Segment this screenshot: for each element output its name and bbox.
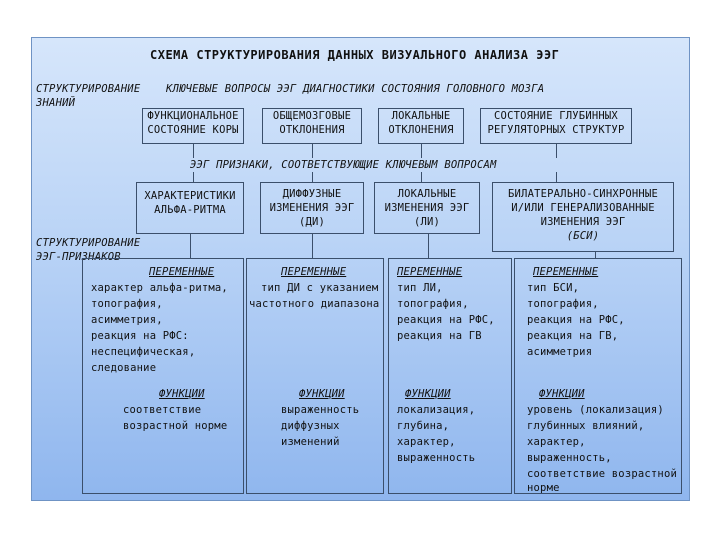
connector	[421, 144, 422, 158]
connector	[312, 144, 313, 158]
variables-heading: ПЕРЕМЕННЫЕ	[397, 266, 463, 278]
column-bilateral	[514, 258, 682, 494]
box-label: ОТКЛОНЕНИЯ	[388, 124, 454, 136]
connector	[312, 172, 313, 182]
box-label: (ДИ)	[298, 216, 326, 228]
box-label: ОТКЛОНЕНИЯ	[279, 124, 345, 136]
functions-heading: ФУНКЦИИ	[405, 388, 451, 400]
variable-item: частотного диапазона	[249, 298, 380, 310]
box-diffuse-changes	[260, 182, 364, 234]
box-label: СОСТОЯНИЕ ГЛУБИННЫХ	[494, 110, 618, 122]
connector	[556, 144, 557, 158]
function-item: соответствие возрастной	[527, 468, 677, 480]
box-label: ОБЩЕМОЗГОВЫЕ	[272, 110, 352, 122]
variable-item: характер альфа-ритма,	[91, 282, 228, 294]
variable-item: тип ЛИ,	[397, 282, 443, 294]
variable-item: реакция на РФС,	[527, 314, 625, 326]
variable-item: топография,	[91, 298, 163, 310]
box-label: ИЗМЕНЕНИЯ ЭЭГ	[269, 202, 355, 214]
box-label: И/ИЛИ ГЕНЕРАЛИЗОВАННЫЕ	[511, 202, 655, 214]
knowledge-structuring-label: СТРУКТУРИРОВАНИЕ	[36, 83, 141, 95]
box-label: РЕГУЛЯТОРНЫХ СТРУКТУР	[487, 124, 625, 136]
variables-heading: ПЕРЕМЕННЫЕ	[149, 266, 215, 278]
function-item: выраженность	[281, 404, 360, 416]
box-general-deviations	[262, 108, 362, 144]
box-local-changes	[374, 182, 480, 234]
eeg-signs-heading: ЭЭГ ПРИЗНАКИ, СООТВЕТСТВУЮЩИЕ КЛЮЧЕВЫМ ВОПРОСАМ	[190, 159, 497, 171]
variable-item: тип БСИ,	[527, 282, 580, 294]
box-label: ИЗМЕНЕНИЯ ЭЭГ	[384, 202, 470, 214]
column-diffuse	[246, 258, 384, 494]
connector	[428, 234, 429, 258]
connector	[193, 172, 194, 182]
function-item: норме	[527, 482, 560, 494]
variable-item: асимметрия,	[91, 314, 163, 326]
diagram-title: СХЕМА СТРУКТУРИРОВАНИЯ ДАННЫХ ВИЗУАЛЬНОГО АНАЛИЗА ЭЭГ	[150, 48, 560, 62]
function-item: изменений	[281, 436, 340, 448]
column-local	[388, 258, 512, 494]
box-label: АЛЬФА-РИТМА	[154, 204, 226, 216]
box-label: ДИФФУЗНЫЕ	[282, 188, 342, 200]
function-item: глубинных влияний,	[527, 420, 645, 432]
box-label: БИЛАТЕРАЛЬНО-СИНХРОННЫЕ	[508, 188, 658, 200]
connector	[421, 172, 422, 182]
box-label: ФУНКЦИОНАЛЬНОЕ	[147, 110, 239, 122]
signs-structuring-label-2: ЭЭГ-ПРИЗНАКОВ	[36, 251, 121, 263]
variable-item: неспецифическая,	[91, 346, 196, 358]
variable-item: реакция на РФС:	[91, 330, 189, 342]
box-local-deviations	[378, 108, 464, 144]
function-item: диффузных	[281, 420, 340, 432]
box-label: ХАРАКТЕРИСТИКИ	[144, 190, 236, 202]
box-bilateral-changes	[492, 182, 674, 252]
functions-heading: ФУНКЦИИ	[299, 388, 345, 400]
variables-heading: ПЕРЕМЕННЫЕ	[281, 266, 347, 278]
connector	[190, 234, 191, 258]
functions-heading: ФУНКЦИИ	[159, 388, 205, 400]
column-alpha	[82, 258, 244, 494]
function-item: характер,	[527, 436, 586, 448]
variable-item: реакция на ГВ,	[527, 330, 619, 342]
function-item: локализация,	[397, 404, 476, 416]
box-deep-structures	[480, 108, 632, 144]
variable-item: следование	[91, 362, 157, 374]
box-label: ЛОКАЛЬНЫЕ	[397, 188, 457, 200]
variable-item: реакция на ГВ	[397, 330, 482, 342]
variables-heading: ПЕРЕМЕННЫЕ	[533, 266, 599, 278]
signs-structuring-label: СТРУКТУРИРОВАНИЕ	[36, 237, 141, 249]
function-item: характер,	[397, 436, 456, 448]
key-questions-heading: КЛЮЧЕВЫЕ ВОПРОСЫ ЭЭГ ДИАГНОСТИКИ СОСТОЯНИЯ ГОЛОВНОГО МОЗГА	[166, 83, 545, 95]
connector	[193, 144, 194, 158]
function-item: возрастной норме	[123, 420, 228, 432]
connector	[556, 172, 557, 182]
connector	[312, 234, 313, 258]
function-item: соответствие	[123, 404, 202, 416]
knowledge-structuring-label-2: ЗНАНИЙ	[36, 97, 76, 109]
box-alpha-rhythm	[136, 182, 244, 234]
box-functional-state	[142, 108, 244, 144]
box-label: ИЗМЕНЕНИЯ ЭЭГ	[540, 216, 626, 228]
function-item: выраженность,	[527, 452, 612, 464]
function-item: выраженность	[397, 452, 476, 464]
function-item: глубина,	[397, 420, 450, 432]
box-label: (ЛИ)	[413, 216, 441, 228]
variable-item: реакция на РФС,	[397, 314, 495, 326]
variable-item: асимметрия	[527, 346, 593, 358]
box-label: СОСТОЯНИЕ КОРЫ	[147, 124, 239, 136]
functions-heading: ФУНКЦИИ	[539, 388, 585, 400]
variable-item: тип ДИ с указанием	[261, 282, 379, 294]
box-label: (БСИ)	[566, 230, 600, 242]
variable-item: топография,	[527, 298, 599, 310]
box-label: ЛОКАЛЬНЫЕ	[391, 110, 451, 122]
function-item: уровень (локализация)	[527, 404, 664, 416]
variable-item: топография,	[397, 298, 469, 310]
